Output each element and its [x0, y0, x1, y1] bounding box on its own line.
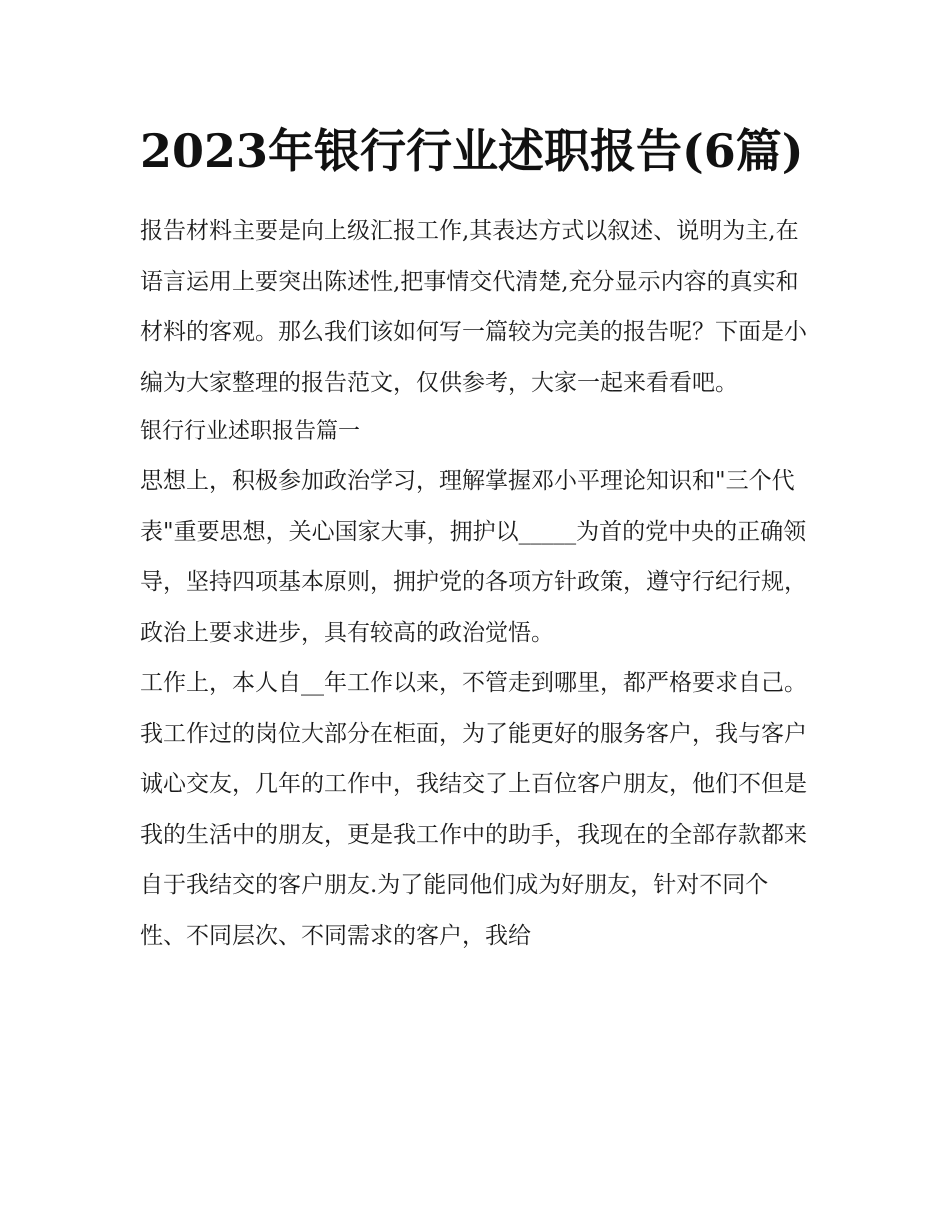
- document-title: 2023年银行行业述职报告(6篇): [140, 124, 804, 178]
- section-heading: 银行行业述职报告篇一: [140, 419, 361, 444]
- intro-paragraph: 报告材料主要是向上级汇报工作,其表达方式以叙述、说明为主,在语言运用上要突出陈述性,把事情交代清楚,充分显示内容的真实和材料的客观。那么我们该如何写一篇较为完美的报告呢？下面是小编为大家整理的报告范文，仅供参考，大家一起来看看吧。: [140, 218, 807, 396]
- body-paragraph-ideology: 思想上，积极参加政治学习，理解掌握邓小平理论知识和"三个代表"重要思想，关心国家大事，拥护以_____为首的党中央的正确领导，坚持四项基本原则，拥护党的各项方针政策，遵守行纪行规，政治上要求进步，具有较高的政治觉悟。: [140, 468, 807, 646]
- body-paragraph-work: 工作上，本人自__年工作以来，不管走到哪里，都严格要求自己。我工作过的岗位大部分在柜面，为了能更好的服务客户，我与客户诚心交友，几年的工作中，我结交了上百位客户朋友，他们不但是我的生活中的朋友，更是我工作中的助手，我现在的全部存款都来自于我结交的客户朋友.为了能同他们成为好朋友，针对不同个性、不同层次、不同需求的客户，我给: [140, 670, 807, 949]
- document-body: [140, 118, 812, 961]
